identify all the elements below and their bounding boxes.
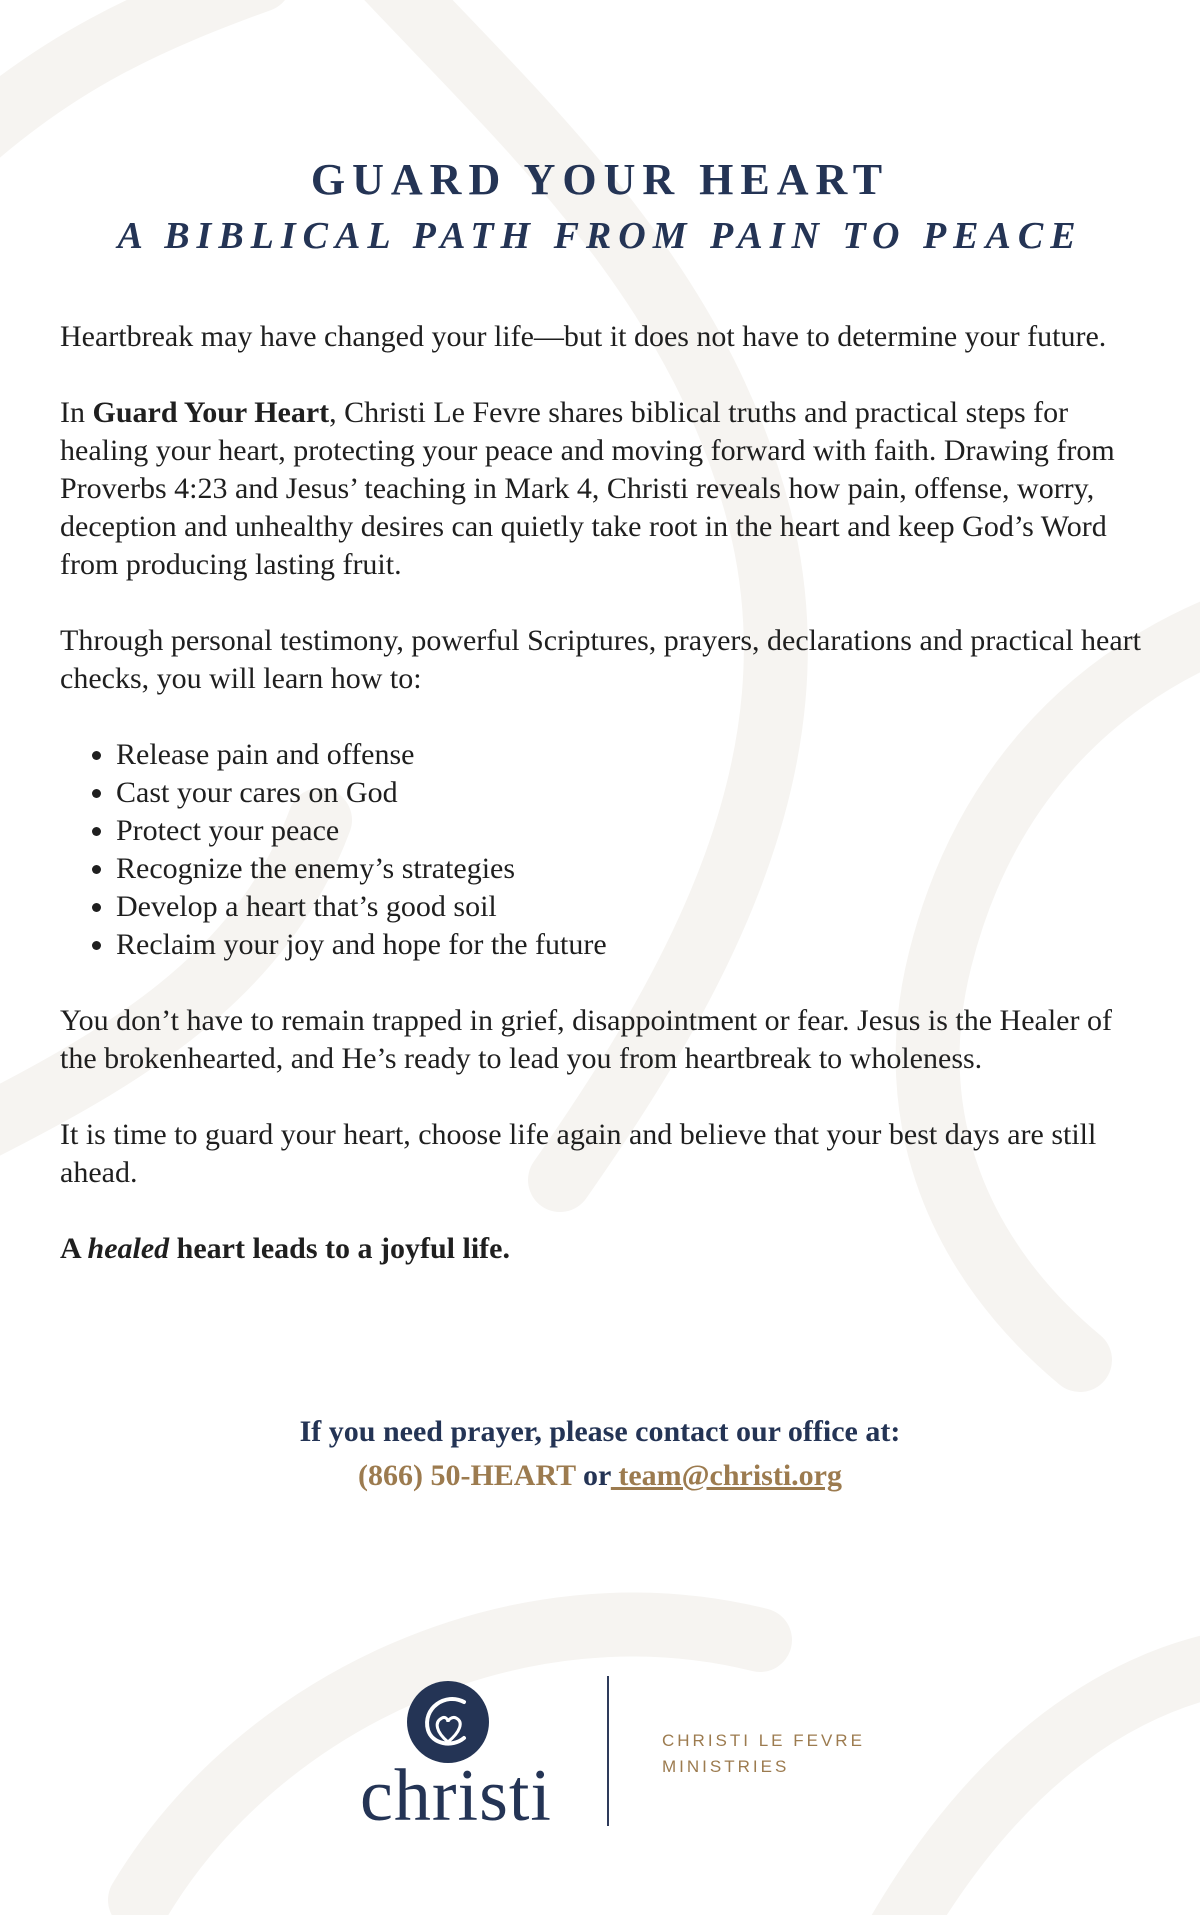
paragraph-learn: Through personal testimony, powerful Scriptures, prayers, declarations and practical heart checks, you will learn how to: — [60, 624, 1142, 695]
paragraph-best-days: It is time to guard your heart, choose life again and believe that your best days are still ahead. — [60, 1118, 1097, 1189]
tagline — [60, 1230, 1150, 1268]
heart-emblem-icon — [406, 1680, 490, 1764]
logo-wordmark: christi — [360, 1755, 552, 1837]
list-item: • Protect your peace — [116, 812, 1150, 850]
page-subtitle: A BIBLICAL PATH FROM PAIN TO PEACE — [117, 215, 1083, 257]
bullet-list — [60, 736, 1150, 964]
list-item: • Reclaim your joy and hope for the future — [116, 926, 1150, 964]
tagline-healed: healed — [87, 1232, 170, 1265]
ministry-name-line2: MINISTRIES — [662, 1757, 790, 1776]
email-link[interactable]: team@christi.org — [610, 1459, 842, 1492]
paragraph-description-rest: , Christi Le Fevre shares biblical truths and practical steps for healing your heart, protecting your peace and moving forward with faith. Drawing from Proverbs 4:23 and Jesus’ teaching in Mark 4, Christi reveals how pain, offense, worry, deception and unhealthy desires can quietly take root in the heart and keep God’s Word from producing lasting fruit. — [60, 396, 1115, 581]
ministry-name — [662, 1728, 865, 1780]
logo-divider — [607, 1676, 609, 1826]
tagline-rest: heart leads to a joyful life. — [169, 1232, 510, 1265]
contact-heading: If you need prayer, please contact our office at: — [299, 1415, 901, 1448]
list-item: • Develop a heart that’s good soil — [116, 888, 1150, 926]
page-title: GUARD YOUR HEART — [310, 155, 890, 204]
paragraph-healer: You don’t have to remain trapped in grief, disappointment or fear. Jesus is the Healer of the brokenhearted, and He’s ready to lead you from heartbreak to wholeness. — [60, 1004, 1112, 1075]
contact-or: or — [575, 1459, 611, 1492]
list-item: • Cast your cares on God — [116, 774, 1150, 812]
logo-area — [320, 1672, 920, 1837]
contact-section — [0, 1410, 1200, 1498]
list-item: • Recognize the enemy’s strategies — [116, 850, 1150, 888]
phone-number[interactable]: (866) 50-HEART — [357, 1459, 576, 1492]
paragraph-description — [60, 394, 1150, 584]
ministry-name-line1: CHRISTI LE FEVRE — [662, 1731, 865, 1750]
paragraph-intro: Heartbreak may have changed your life—but it does not have to determine your future. — [60, 320, 1107, 353]
body-text — [60, 318, 1150, 1306]
book-title: Guard Your Heart — [92, 396, 330, 429]
list-item: • Release pain and offense — [116, 736, 1150, 774]
tagline-a: A — [60, 1232, 88, 1265]
paragraph-prefix: In — [60, 396, 93, 429]
contact-details — [0, 1454, 1200, 1498]
